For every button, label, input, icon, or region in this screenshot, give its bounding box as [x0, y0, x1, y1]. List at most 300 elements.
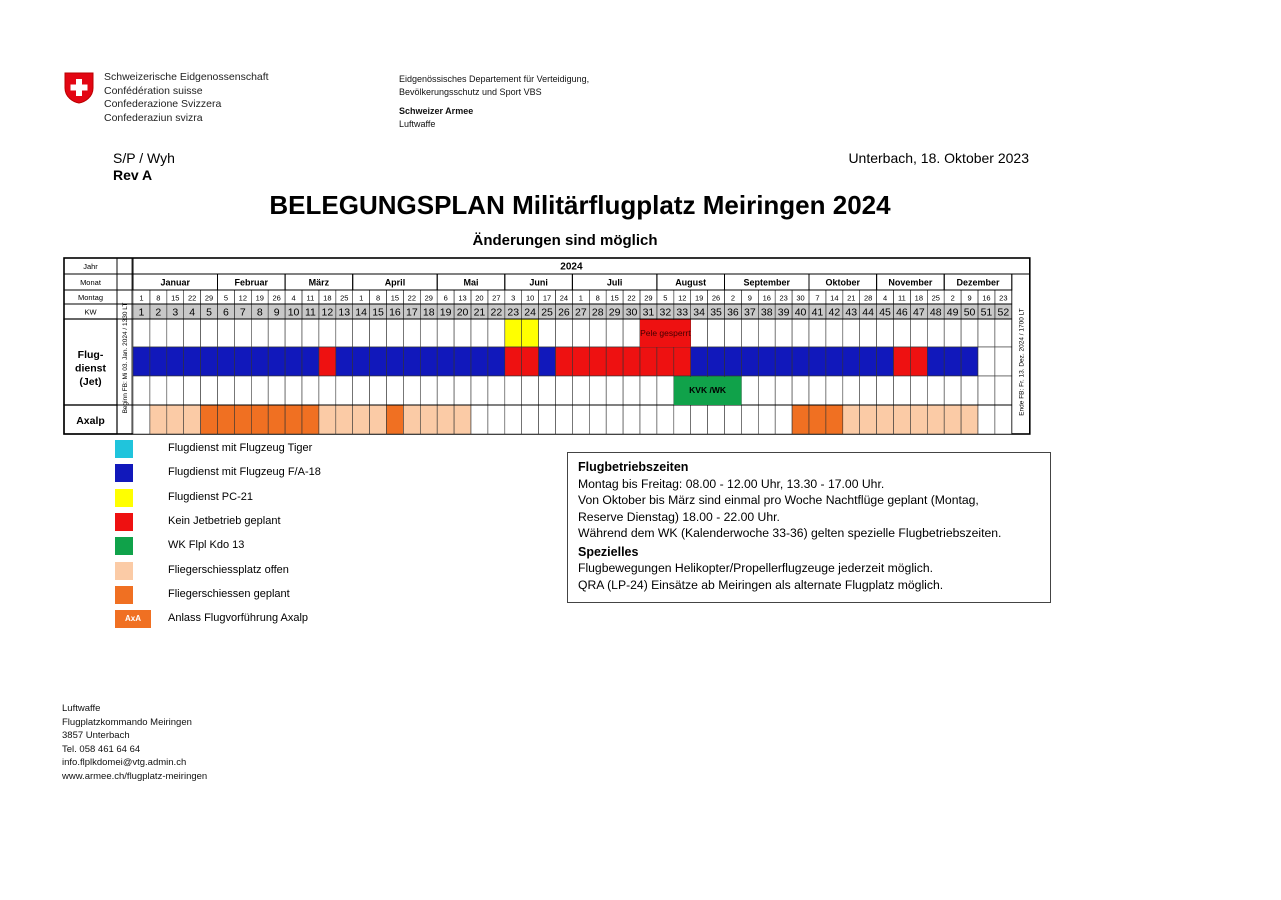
kvk-label: KVK /WK: [689, 385, 727, 395]
plan-cell-row1: [150, 319, 167, 347]
monday-date: 26: [272, 293, 281, 303]
info-special-line: QRA (LP-24) Einsätze ab Meiringen als alternate Flugplatz möglich.: [578, 577, 944, 592]
plan-cell-axalp: [572, 405, 589, 434]
plan-cell-row2: [420, 347, 437, 376]
plan-cell-row3: [572, 376, 589, 405]
revision: Rev A: [113, 167, 153, 183]
plan-cell-row3: [471, 376, 488, 405]
plan-cell-row1: [894, 319, 911, 347]
monday-date: 18: [323, 293, 332, 303]
plan-cell-row3: [589, 376, 606, 405]
kw-number: 21: [473, 306, 486, 319]
plan-cell-row3: [775, 376, 792, 405]
legend-label: Flugdienst mit Flugzeug Tiger: [168, 442, 313, 454]
plan-cell-row3: [218, 376, 235, 405]
kw-number: 19: [439, 306, 452, 319]
flugdienst-label: dienst: [75, 362, 106, 375]
plan-cell-row3: [488, 376, 505, 405]
monday-date: 7: [815, 293, 820, 303]
plan-cell-row2: [758, 347, 775, 376]
row-label-monat: Monat: [80, 278, 101, 287]
monday-date: 5: [663, 293, 668, 303]
monday-date: 13: [458, 293, 467, 303]
kw-number: 35: [710, 306, 722, 319]
plan-cell-row2: [995, 347, 1012, 376]
month-label: August: [675, 277, 707, 288]
month-label: November: [888, 277, 933, 288]
plan-cell-row2: [403, 347, 420, 376]
plan-cell-row1: [336, 319, 353, 347]
plan-cell-axalp: [708, 405, 725, 434]
plan-cell-row3: [454, 376, 471, 405]
plan-cell-row1: [741, 319, 758, 347]
kw-number: 16: [389, 306, 401, 319]
month-label: Oktober: [825, 277, 861, 288]
kw-number: 18: [422, 306, 435, 319]
monday-date: 6: [443, 293, 448, 303]
row-label-montag: Montag: [77, 293, 104, 302]
plan-cell-row2: [285, 347, 302, 376]
plan-cell-row2: [336, 347, 353, 376]
plan-cell-row3: [995, 376, 1012, 405]
kw-number: 50: [963, 306, 976, 319]
monday-date: 10: [525, 293, 535, 303]
monday-date: 23: [999, 293, 1008, 303]
monday-date: 8: [375, 293, 381, 303]
plan-cell-row2: [353, 347, 370, 376]
plan-cell-row1: [437, 319, 454, 347]
monday-date: 4: [291, 293, 296, 303]
monday-date: 11: [306, 293, 315, 303]
plan-cell-axalp: [877, 405, 894, 434]
legend-swatch: [115, 513, 133, 531]
row-label-kw: KW: [84, 307, 97, 317]
plan-cell-row1: [978, 319, 995, 347]
info-heading-hours: Flugbetriebszeiten: [578, 460, 689, 474]
plan-cell-axalp: [775, 405, 792, 434]
plan-cell-row3: [606, 376, 623, 405]
kw-number: 28: [591, 306, 604, 319]
plan-cell-row3: [353, 376, 370, 405]
plan-cell-row1: [285, 319, 302, 347]
plan-cell-row2: [910, 347, 927, 376]
plan-cell-axalp: [471, 405, 488, 434]
plan-cell-axalp: [961, 405, 978, 434]
plan-cell-row1: [725, 319, 742, 347]
plan-cell-row1: [522, 319, 539, 347]
kw-number: 15: [372, 306, 384, 319]
kw-number: 11: [304, 306, 316, 319]
month-label: Mai: [463, 277, 479, 288]
plan-cell-row1: [961, 319, 978, 347]
plan-cell-axalp: [606, 405, 623, 434]
reference-code: S/P / Wyh: [113, 150, 175, 166]
plan-cell-row1: [606, 319, 623, 347]
footer-line: 3857 Unterbach: [62, 730, 130, 742]
kw-number: 37: [744, 306, 756, 319]
plan-cell-row1: [302, 319, 319, 347]
plan-cell-row1: [268, 319, 285, 347]
monday-date: 17: [542, 293, 552, 303]
plan-cell-row1: [370, 319, 387, 347]
plan-cell-row1: [691, 319, 708, 347]
plan-cell-axalp: [218, 405, 235, 434]
monday-date: 11: [898, 293, 906, 303]
plan-cell-row1: [809, 319, 826, 347]
legend-swatch: AxA: [115, 610, 151, 628]
kw-number: 36: [727, 306, 739, 319]
plan-cell-row2: [843, 347, 860, 376]
start-note: Beginn FB: Mi 03. Jan. 2024 / 1330 LT: [122, 302, 129, 414]
plan-cell-row2: [775, 347, 792, 376]
plan-cell-axalp: [725, 405, 742, 434]
kw-number: 48: [929, 306, 942, 319]
footer-address: [62, 702, 207, 784]
legend-swatch: [115, 562, 133, 580]
plan-cell-axalp: [674, 405, 691, 434]
info-hours-line: Reserve Dienstag) 18.00 - 22.00 Uhr.: [578, 509, 780, 524]
plan-cell-row2: [741, 347, 758, 376]
plan-cell-axalp: [809, 405, 826, 434]
plan-cell-row1: [251, 319, 268, 347]
plan-cell-row1: [758, 319, 775, 347]
plan-cell-row2: [708, 347, 725, 376]
plan-cell-row3: [792, 376, 809, 405]
confederation-de: Schweizerische Eidgenossenschaft: [104, 71, 269, 83]
plan-cell-row1: [556, 319, 573, 347]
plan-cell-row2: [505, 347, 522, 376]
plan-cell-axalp: [336, 405, 353, 434]
plan-cell-row2: [826, 347, 843, 376]
plan-cell-row1: [420, 319, 437, 347]
monday-date: 23: [779, 293, 788, 303]
plan-cell-row2: [454, 347, 471, 376]
plan-cell-row3: [758, 376, 775, 405]
plan-cell-row3: [285, 376, 302, 405]
monday-date: 19: [694, 293, 704, 303]
plan-cell-row3: [910, 376, 927, 405]
plan-cell-row3: [437, 376, 454, 405]
plan-cell-axalp: [792, 405, 809, 434]
plan-cell-row2: [319, 347, 336, 376]
plan-cell-axalp: [505, 405, 522, 434]
info-heading-special: Spezielles: [578, 544, 639, 559]
plan-cell-axalp: [944, 405, 961, 434]
plan-cell-row2: [792, 347, 809, 376]
kw-number: 4: [189, 306, 196, 319]
kw-number: 10: [287, 306, 300, 319]
kw-number: 23: [507, 306, 520, 319]
kw-number: 24: [524, 306, 536, 319]
plan-cell-row2: [978, 347, 995, 376]
monday-date: 1: [578, 293, 583, 303]
legend-swatch: [115, 586, 133, 604]
plan-cell-row2: [809, 347, 826, 376]
info-hours-line: Während dem WK (Kalenderwoche 33-36) gelten spezielle Flugbetriebszeiten.: [578, 526, 1002, 540]
month-label: Januar: [160, 277, 191, 288]
plan-cell-row3: [201, 376, 218, 405]
plan-cell-row1: [471, 319, 488, 347]
monday-date: 25: [931, 293, 940, 303]
plan-cell-row2: [860, 347, 877, 376]
plan-cell-axalp: [387, 405, 404, 434]
info-hours-line: Montag bis Freitag: 08.00 - 12.00 Uhr, 13.30 - 17.00 Uhr.: [578, 476, 885, 491]
kw-number: 26: [558, 306, 570, 319]
monday-date: 8: [156, 293, 161, 303]
plan-cell-row1: [860, 319, 877, 347]
monday-date: 2: [950, 293, 955, 303]
plan-cell-row3: [741, 376, 758, 405]
monday-date: 9: [967, 293, 972, 303]
monday-date: 12: [238, 293, 248, 303]
monday-date: 30: [796, 293, 805, 303]
plan-cell-axalp: [420, 405, 437, 434]
plan-cell-row3: [539, 376, 556, 405]
month-label: Februar: [234, 277, 269, 288]
plan-cell-row2: [674, 347, 691, 376]
plan-cell-axalp: [623, 405, 640, 434]
monday-date: 25: [340, 293, 349, 303]
kw-number: 46: [896, 306, 908, 319]
kw-number: 20: [456, 306, 469, 319]
kw-number: 29: [608, 306, 621, 319]
kw-number: 27: [575, 306, 587, 319]
plan-cell-row3: [894, 376, 911, 405]
plan-cell-axalp: [843, 405, 860, 434]
legend-label: Kein Jetbetrieb geplant: [168, 514, 281, 527]
plan-cell-row3: [860, 376, 877, 405]
plan-cell-axalp: [353, 405, 370, 434]
plan-cell-row3: [403, 376, 420, 405]
plan-cell-axalp: [657, 405, 674, 434]
monday-date: 26: [711, 293, 721, 303]
plan-cell-axalp: [758, 405, 775, 434]
plan-cell-axalp: [910, 405, 927, 434]
plan-cell-row1: [201, 319, 218, 347]
plan-cell-axalp: [894, 405, 911, 434]
kw-number: 52: [997, 306, 1010, 319]
plan-cell-row1: [843, 319, 860, 347]
flugdienst-label: Flug-: [77, 349, 104, 361]
kw-number: 51: [980, 306, 993, 319]
plan-cell-row1: [826, 319, 843, 347]
plan-cell-row1: [403, 319, 420, 347]
legend-label: Fliegerschiessen geplant: [168, 587, 290, 600]
plan-cell-row1: [623, 319, 640, 347]
plan-cell-row2: [640, 347, 657, 376]
plan-cell-row2: [606, 347, 623, 376]
plan-cell-row2: [234, 347, 251, 376]
kw-number: 30: [625, 306, 638, 319]
plan-cell-row1: [775, 319, 792, 347]
plan-cell-axalp: [640, 405, 657, 434]
plan-cell-axalp: [167, 405, 184, 434]
plan-cell-axalp: [150, 405, 167, 434]
plan-cell-row2: [133, 347, 150, 376]
kw-number: 12: [321, 306, 334, 319]
plan-cell-row3: [657, 376, 674, 405]
plan-cell-row3: [420, 376, 437, 405]
plan-cell-row2: [251, 347, 268, 376]
plan-cell-row1: [944, 319, 961, 347]
kw-number: 6: [223, 306, 229, 319]
plan-cell-row2: [522, 347, 539, 376]
plan-cell-row1: [792, 319, 809, 347]
plan-cell-row3: [522, 376, 539, 405]
kw-number: 8: [256, 306, 263, 319]
monday-date: 15: [171, 293, 180, 303]
plan-cell-row2: [218, 347, 235, 376]
plan-cell-axalp: [488, 405, 505, 434]
plan-cell-axalp: [319, 405, 336, 434]
legend-label: Fliegerschiessplatz offen: [168, 563, 289, 576]
plan-cell-row2: [268, 347, 285, 376]
department-line-1: Eidgenössisches Departement für Verteidigung,: [399, 74, 590, 84]
kw-number: 22: [490, 306, 503, 319]
kw-number: 32: [659, 306, 672, 319]
monday-date: 29: [424, 293, 433, 303]
document-date: Unterbach, 18. Oktober 2023: [848, 150, 1029, 166]
monday-date: 28: [863, 293, 873, 303]
plan-cell-row2: [657, 347, 674, 376]
kw-number: 13: [338, 306, 351, 319]
kw-number: 38: [760, 306, 773, 319]
kw-number: 7: [239, 306, 246, 319]
confederation-it: Confederazione Svizzera: [104, 98, 222, 110]
plan-cell-row3: [556, 376, 573, 405]
monday-date: 20: [475, 293, 484, 303]
plan-cell-row2: [691, 347, 708, 376]
plan-cell-axalp: [370, 405, 387, 434]
plan-cell-row2: [589, 347, 606, 376]
monday-date: 1: [139, 293, 144, 303]
legend-label: Anlass Flugvorführung Axalp: [168, 612, 309, 625]
kw-number: 41: [811, 306, 824, 319]
plan-cell-row2: [387, 347, 404, 376]
end-note: Ende FB: Fr. 13. Dez. 2024 / 1700 LT: [1018, 308, 1026, 416]
info-special-line: Flugbewegungen Helikopter/Propellerflugzeuge jederzeit möglich.: [578, 561, 934, 575]
kw-number: 5: [206, 306, 212, 319]
monday-date: 9: [747, 293, 752, 303]
plan-cell-row1: [387, 319, 404, 347]
monday-date: 2: [730, 293, 736, 303]
confederation-rm: Confederaziun svizra: [104, 111, 203, 124]
legend-swatch: [115, 489, 133, 507]
plan-cell-row1: [995, 319, 1012, 347]
monday-date: 21: [847, 293, 856, 303]
plan-cell-row3: [370, 376, 387, 405]
plan-cell-row2: [201, 347, 218, 376]
plan-cell-row2: [150, 347, 167, 376]
info-hours-line: Von Oktober bis März sind einmal pro Woche Nachtflüge geplant (Montag,: [578, 493, 979, 507]
plan-cell-row1: [184, 319, 201, 347]
kw-number: 3: [172, 306, 179, 319]
kw-number: 34: [693, 306, 705, 319]
year-label: 2024: [560, 261, 583, 273]
plan-cell-row2: [488, 347, 505, 376]
legend-swatch: [115, 464, 133, 482]
plan-cell-axalp: [589, 405, 606, 434]
plan-cell-row2: [572, 347, 589, 376]
plan-cell-row3: [978, 376, 995, 405]
month-label: Dezember: [956, 277, 1000, 288]
plan-cell-row2: [944, 347, 961, 376]
plan-cell-axalp: [860, 405, 877, 434]
kw-number: 17: [406, 306, 418, 319]
page-subtitle: Änderungen sind möglich: [472, 232, 658, 249]
month-label: September: [743, 277, 791, 288]
plan-cell-axalp: [251, 405, 268, 434]
kw-number: 40: [794, 306, 807, 319]
department-line-2: Bevölkerungsschutz und Sport VBS: [399, 87, 542, 97]
monday-date: 15: [390, 293, 400, 303]
monday-date: 24: [559, 293, 569, 303]
plan-cell-row3: [268, 376, 285, 405]
kw-number: 42: [828, 306, 841, 319]
plan-cell-row1: [167, 319, 184, 347]
plan-cell-row2: [370, 347, 387, 376]
plan-cell-row3: [387, 376, 404, 405]
footer-line: Flugplatzkommando Meiringen: [62, 716, 192, 728]
plan-cell-axalp: [556, 405, 573, 434]
unit-name: Luftwaffe: [399, 119, 436, 129]
plan-cell-axalp: [522, 405, 539, 434]
plan-cell-row2: [302, 347, 319, 376]
plan-cell-row2: [623, 347, 640, 376]
plan-cell-axalp: [184, 405, 201, 434]
plan-cell-row1: [319, 319, 336, 347]
plan-cell-axalp: [268, 405, 285, 434]
monday-date: 27: [492, 293, 501, 303]
footer-line: Luftwaffe: [62, 703, 101, 714]
plan-cell-row3: [251, 376, 268, 405]
plan-cell-row3: [505, 376, 522, 405]
flugdienst-label: (Jet): [79, 376, 102, 388]
monday-date: 22: [187, 293, 197, 303]
pele-label: Pele gesperrt: [640, 328, 691, 338]
plan-cell-row1: [877, 319, 894, 347]
plan-cell-row2: [556, 347, 573, 376]
plan-cell-row3: [640, 376, 657, 405]
plan-cell-row2: [167, 347, 184, 376]
occupancy-plan: [0, 0, 1281, 440]
flight-info-box: [567, 452, 1051, 603]
kw-number: 44: [862, 306, 874, 319]
monday-date: 5: [223, 293, 229, 303]
kw-number: 39: [777, 306, 790, 319]
plan-cell-row1: [708, 319, 725, 347]
plan-cell-row1: [133, 319, 150, 347]
monday-date: 22: [407, 293, 417, 303]
plan-cell-axalp: [978, 405, 995, 434]
plan-cell-row3: [184, 376, 201, 405]
plan-cell-row3: [133, 376, 150, 405]
monday-date: 18: [914, 293, 924, 303]
confederation-fr: Confédération suisse: [104, 84, 203, 97]
plan-cell-row1: [505, 319, 522, 347]
plan-cell-row3: [167, 376, 184, 405]
month-label: April: [384, 277, 406, 288]
plan-cell-axalp: [539, 405, 556, 434]
axalp-label: Axalp: [76, 415, 105, 427]
monday-date: 12: [678, 293, 687, 303]
plan-cell-row3: [927, 376, 944, 405]
plan-cell-row2: [927, 347, 944, 376]
plan-cell-row3: [843, 376, 860, 405]
kw-number: 1: [138, 306, 145, 319]
month-label: Juli: [606, 277, 623, 288]
plan-cell-axalp: [201, 405, 218, 434]
